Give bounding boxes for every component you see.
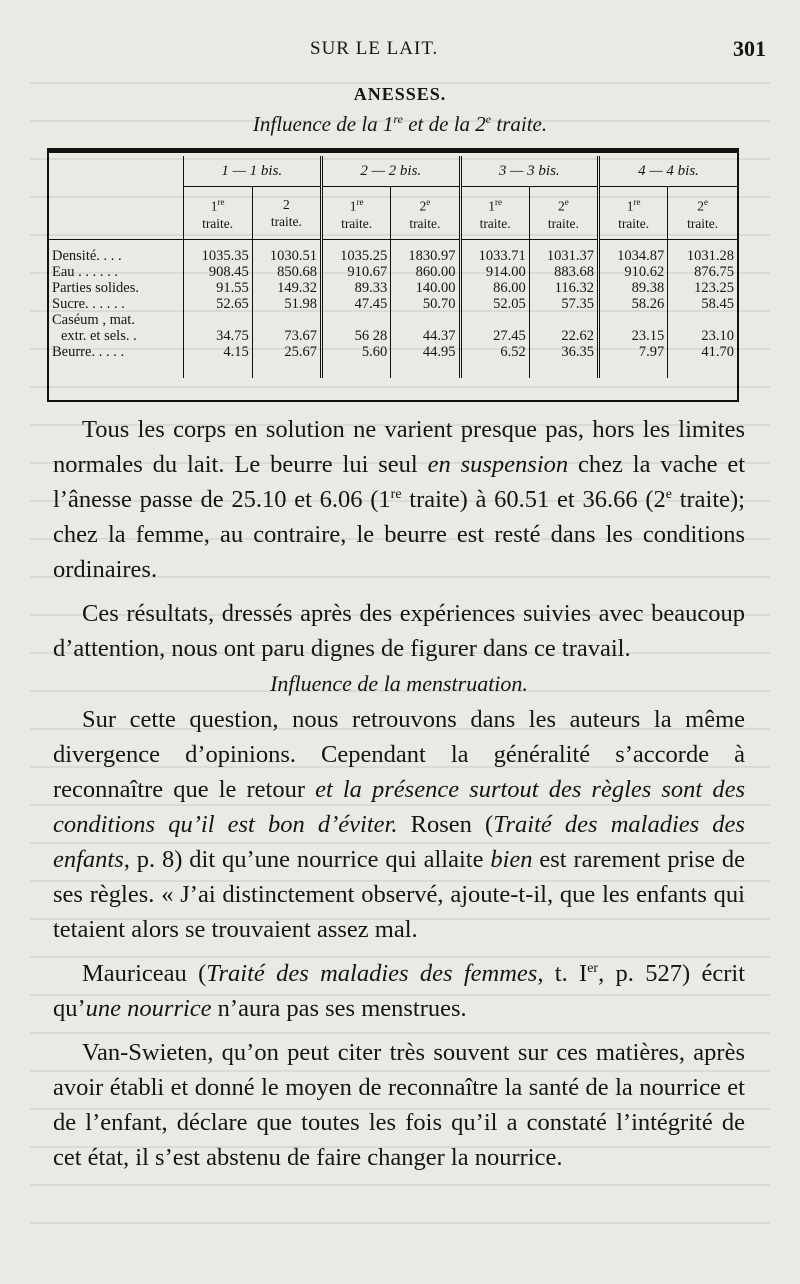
table-cell: 910.67 <box>322 264 391 280</box>
row-label: Eau . . . . . . <box>49 264 183 280</box>
paragraph: Mauriceau (Traité des maladies des femmes, t. Ier, p. 527) écrit qu’une nourrice n’aura pas ses menstrues. <box>53 960 746 1022</box>
table-cell: 58.45 <box>701 295 734 312</box>
table-cell: 116.32 <box>529 280 598 296</box>
row-label: Beurre. . . . . <box>49 344 183 360</box>
table-cell: 1034.87 <box>599 248 668 264</box>
pair-header: 1 — 1 bis. <box>183 156 322 187</box>
table-heading: ANESSES. <box>353 84 447 104</box>
table-cell: 47.45 <box>322 296 391 312</box>
table-traite-header-row <box>49 187 737 240</box>
table-cell: 1830.97 <box>391 248 460 264</box>
table-spacer-row <box>49 240 737 248</box>
paragraph: Van-Swieten, qu’on peut citer très souvent sur ces matières, après avoir établi et donné le moyen de reconnaître la santé de la nourrice et de l’enfant, déclare que toutes les fois qu’il a constaté l’intégrité de cet état, il s’est abstenu de faire changer la nourrice. <box>53 1039 745 1171</box>
table-corner-cell <box>49 187 183 240</box>
table-cell: 1033.71 <box>460 248 529 264</box>
table-cell: 1035.25 <box>322 248 391 264</box>
table-cell: 58.26 <box>599 296 668 312</box>
traite-header: 2e traite. <box>668 187 737 240</box>
table-cell: 914.00 <box>460 264 529 280</box>
table-cell: 52.65 <box>183 296 252 312</box>
table-cell: 56 28 <box>322 328 391 344</box>
table-cell: 123.25 <box>694 279 734 296</box>
traite-header: 1re traite. <box>183 187 252 240</box>
table-cell: 44.95 <box>391 344 460 360</box>
table-cell: 883.68 <box>529 264 598 280</box>
traite-header: 2e traite. <box>529 187 598 240</box>
table-cell: 910.62 <box>599 264 668 280</box>
pair-header: 3 — 3 bis. <box>460 156 599 187</box>
table-corner-cell <box>49 156 183 187</box>
page-number: 301 <box>733 36 766 61</box>
body-text <box>53 412 745 1175</box>
table-cell: 89.38 <box>599 280 668 296</box>
traite-header: 2 traite. <box>252 187 321 240</box>
table-cell: 89.33 <box>322 280 391 296</box>
table-cell: 1031.37 <box>529 248 598 264</box>
table-caption: Influence de la 1re et de la 2e traite. <box>252 112 548 136</box>
table-cell: 5.60 <box>322 344 391 360</box>
table-pair-header-row <box>49 156 737 187</box>
row-label: Sucre. . . . . . <box>49 296 183 312</box>
table-row-sucre <box>49 296 737 312</box>
section-subheading: Influence de la menstruation. <box>270 671 528 696</box>
table-cell: 22.62 <box>529 328 598 344</box>
table-cell: 860.00 <box>391 264 460 280</box>
table-cell: 1035.35 <box>183 248 252 264</box>
table-cell: 57.35 <box>529 296 598 312</box>
paragraph: Tous les corps en solution ne varient presque pas, hors les limites normales du lait. Le beurre lui seul en suspension chez la vache et l’ânesse passe de 25.10 et 6.06 (1re traite) à 60.51 et 36.66 (2e traite); chez la femme, au contraire, le beurre est resté dans les conditions ordinaires. <box>53 416 745 583</box>
table-cell: 50.70 <box>391 296 460 312</box>
table-cell: 51.98 <box>252 296 321 312</box>
pair-header: 4 — 4 bis. <box>599 156 738 187</box>
data-table-frame <box>47 148 739 402</box>
table-cell: 23.15 <box>599 328 668 344</box>
table-cell: 149.32 <box>252 280 321 296</box>
traite-header: 2e traite. <box>391 187 460 240</box>
table-cell: 25.67 <box>252 344 321 360</box>
table-cell: 73.67 <box>252 328 321 344</box>
running-title: SUR LE LAIT. <box>310 38 439 59</box>
table-row-densite <box>49 248 737 264</box>
table-cell: 1031.28 <box>686 247 734 264</box>
table-cell: 86.00 <box>460 280 529 296</box>
running-head <box>0 32 800 62</box>
table-cell: 41.70 <box>701 343 734 360</box>
row-label: Caséum , mat. <box>49 312 183 328</box>
pair-header: 2 — 2 bis. <box>322 156 461 187</box>
table-cell: 7.97 <box>599 344 668 360</box>
table-cell: 34.75 <box>183 328 252 344</box>
traite-header: 1re traite. <box>599 187 668 240</box>
table-cell: 36.35 <box>529 344 598 360</box>
row-label: extr. et sels. . <box>49 328 183 344</box>
table-cell: 6.52 <box>460 344 529 360</box>
table-cell: 908.45 <box>183 264 252 280</box>
paragraph: Sur cette question, nous retrouvons dans les auteurs la même divergence d’opinions. Cependant la généralité s’accorde à reconnaître que le retour et la présence surtout des règles sont des conditions qu’il est bon d’éviter. Rosen (Traité des maladies des enfants, p. 8) dit qu’une nourrice qui allaite bien est rarement prise de ses règles. « J’ai distinctement observé, ajoute-t-il, que les enfants qui tetaient alors se trouvaient assez mal. <box>53 706 745 943</box>
table-cell: 52.05 <box>460 296 529 312</box>
table-row-caseum <box>49 312 737 328</box>
table-cell: 27.45 <box>460 328 529 344</box>
table-cell: 140.00 <box>391 280 460 296</box>
traite-header: 1re traite. <box>322 187 391 240</box>
table-cell: 876.75 <box>694 263 734 280</box>
milk-composition-table <box>49 156 737 378</box>
table-cell: 1030.51 <box>252 248 321 264</box>
table-cell: 44.37 <box>391 328 460 344</box>
table-row-eau <box>49 264 737 280</box>
table-footer-spacer <box>49 360 737 378</box>
row-label: Parties solides. <box>49 280 183 296</box>
table-row-extr-sels <box>49 328 737 344</box>
paragraph: Ces résultats, dressés après des expériences suivies avec beaucoup d’attention, nous ont paru dignes de figurer dans ce travail. <box>53 600 745 662</box>
table-row-parties-solides <box>49 280 737 296</box>
row-label: Densité. . . . <box>49 248 183 264</box>
table-cell: 91.55 <box>183 280 252 296</box>
traite-header: 1re traite. <box>460 187 529 240</box>
table-cell: 850.68 <box>252 264 321 280</box>
table-row-beurre <box>49 344 737 360</box>
table-cell: 23.10 <box>701 327 734 344</box>
table-cell: 4.15 <box>183 344 252 360</box>
